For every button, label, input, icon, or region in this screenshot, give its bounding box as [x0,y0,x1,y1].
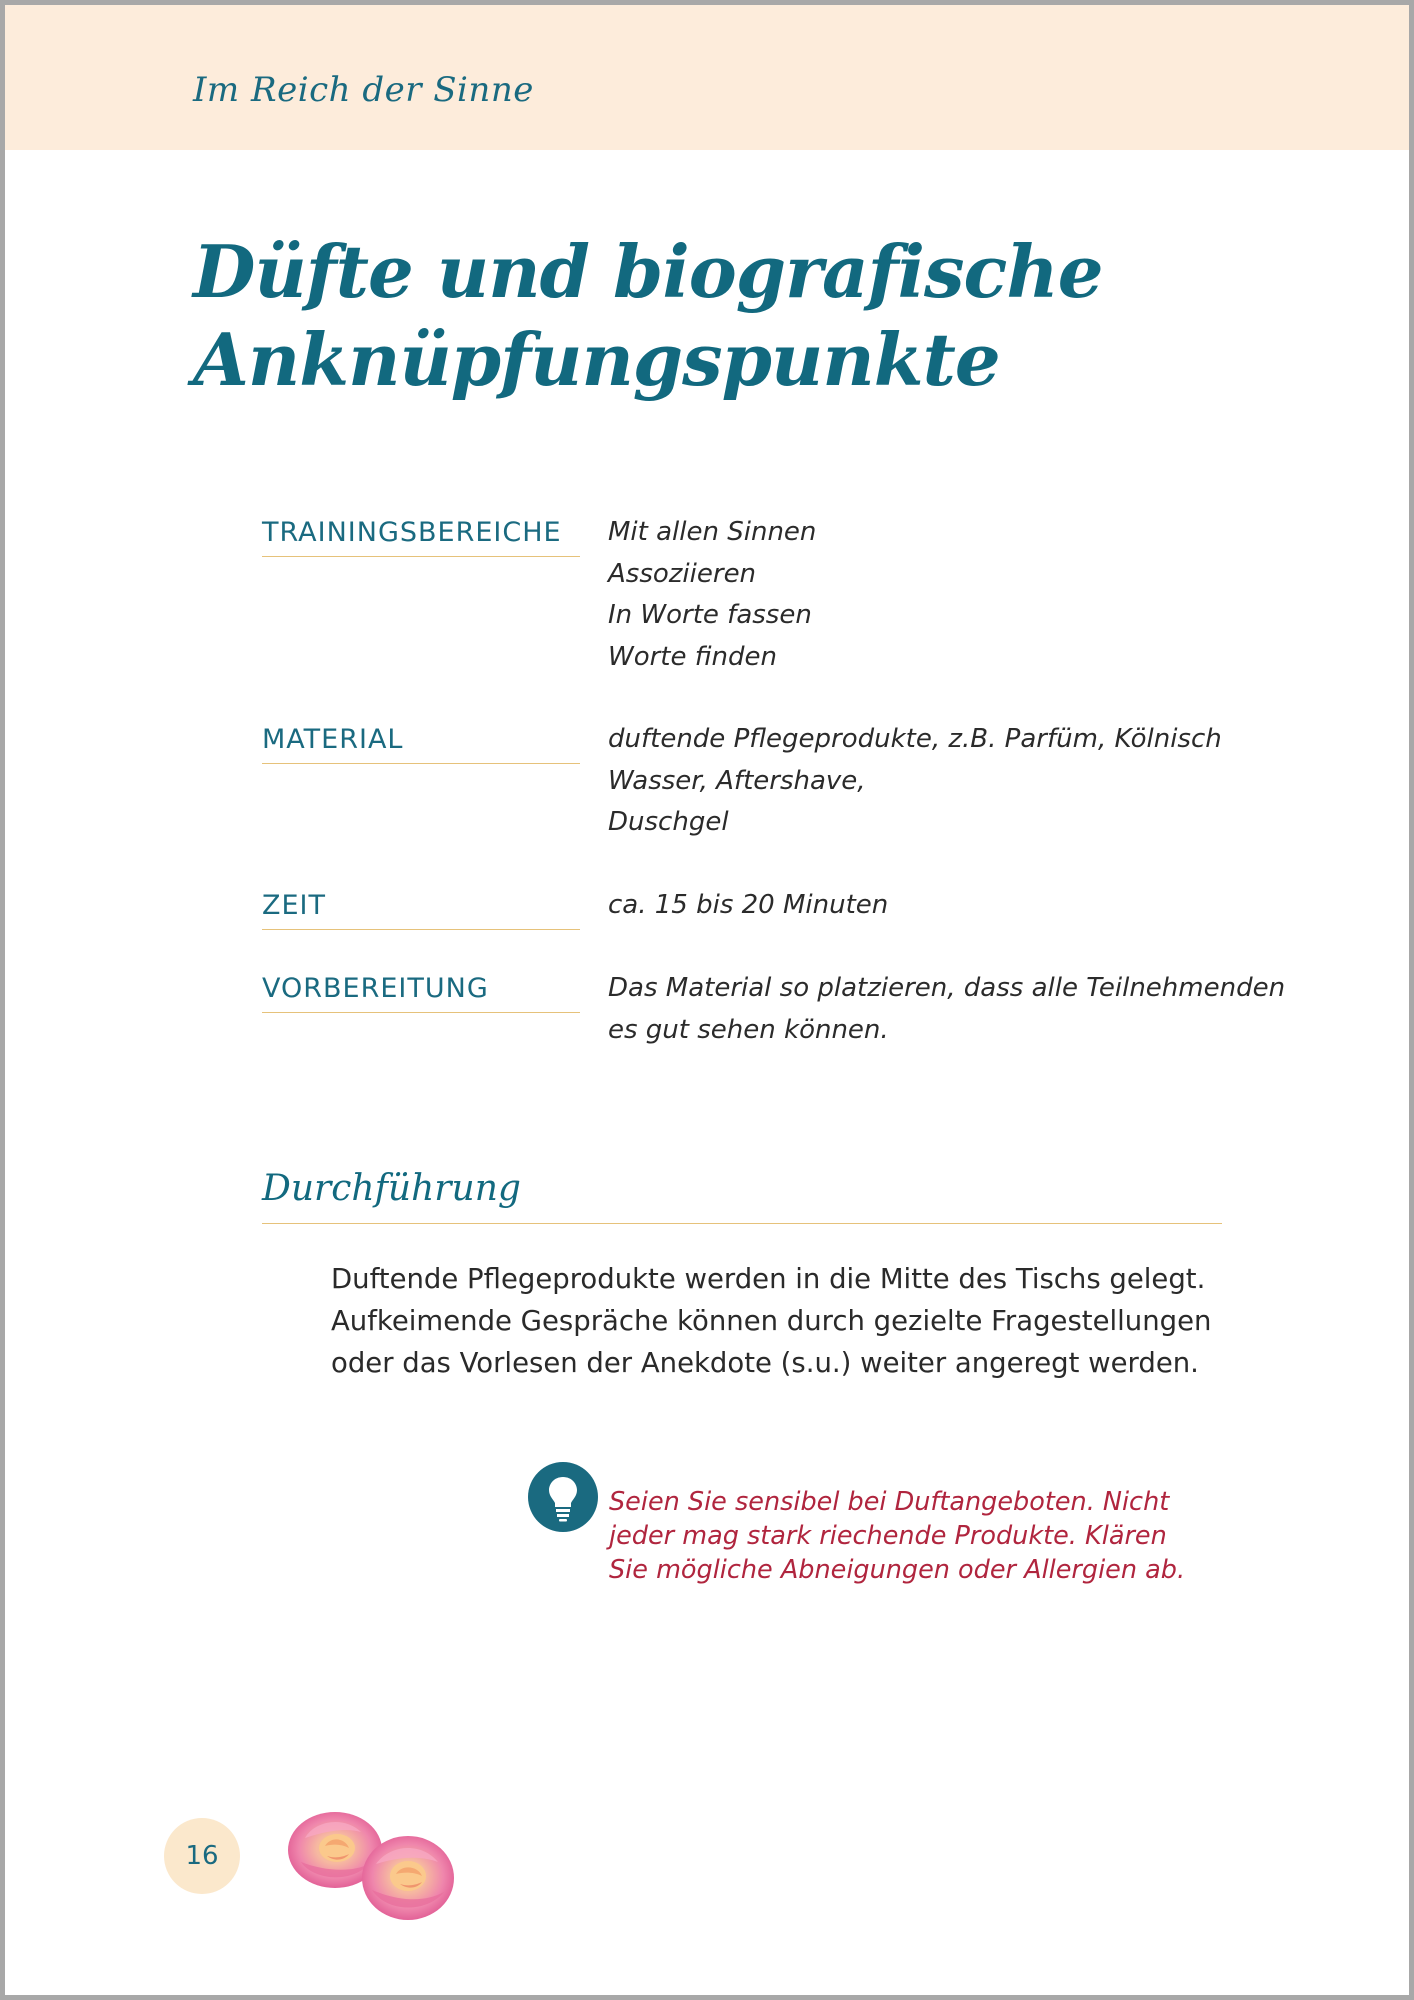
page-number: 16 [185,1841,219,1871]
tip-line: jeder mag stark riechende Produkte. Klären [609,1521,1167,1551]
lightbulb-icon [528,1462,598,1532]
info-value-training [608,512,1228,678]
info-value-material [608,719,1228,844]
roses-image [280,1800,470,1930]
page-number-badge [164,1818,240,1894]
info-value-line: Worte finden [608,641,778,672]
info-value-line: es gut sehen können. [608,1014,889,1045]
procedure-line: Aufkeimende Gespräche können durch gezielte Fragestellungen [331,1305,1212,1337]
info-label-training: TRAININGSBEREICHE [262,516,580,557]
header-title: Im Reich der Sinne [193,70,534,110]
info-label-material: MATERIAL [262,723,580,764]
info-value-line: duftende Pflegeprodukte, z.B. Parfüm, Kölnisch [608,724,1222,754]
section-heading-procedure: Durchführung [262,1168,1222,1224]
procedure-line: Duftende Pflegeprodukte werden in die Mitte des Tischs gelegt. [331,1263,1206,1295]
info-value-line: In Worte fassen [608,600,812,630]
tip-line: Sie mögliche Abneigungen oder Allergien ab. [609,1555,1186,1585]
info-value-line: Mit allen Sinnen [608,517,817,547]
info-value-line: Duschgel [608,807,729,837]
tip-text [609,1485,1186,1587]
procedure-text [331,1258,1211,1384]
info-value-line: Das Material so platzieren, dass alle Teilnehmenden [608,973,1286,1003]
tip-line: Seien Sie sensibel bei Duftangeboten. Nicht [609,1487,1170,1517]
info-value-line: Assoziieren [608,558,757,589]
page-title [193,228,1103,404]
rose-right [362,1836,454,1920]
info-value-time [608,885,1228,927]
info-value-line: ca. 15 bis 20 Minuten [608,890,889,920]
procedure-line: oder das Vorlesen der Anekdote (s.u.) weiter angeregt werden. [331,1347,1199,1379]
info-value-line: Wasser, Aftershave, [608,765,866,796]
info-label-preparation: VORBEREITUNG [262,972,580,1013]
page-title-line-2: Anknüpfungspunkte [193,317,1000,402]
info-label-time: ZEIT [262,889,580,930]
info-value-preparation [608,968,1286,1051]
page-title-line-1: Düfte und biografische [193,229,1103,314]
